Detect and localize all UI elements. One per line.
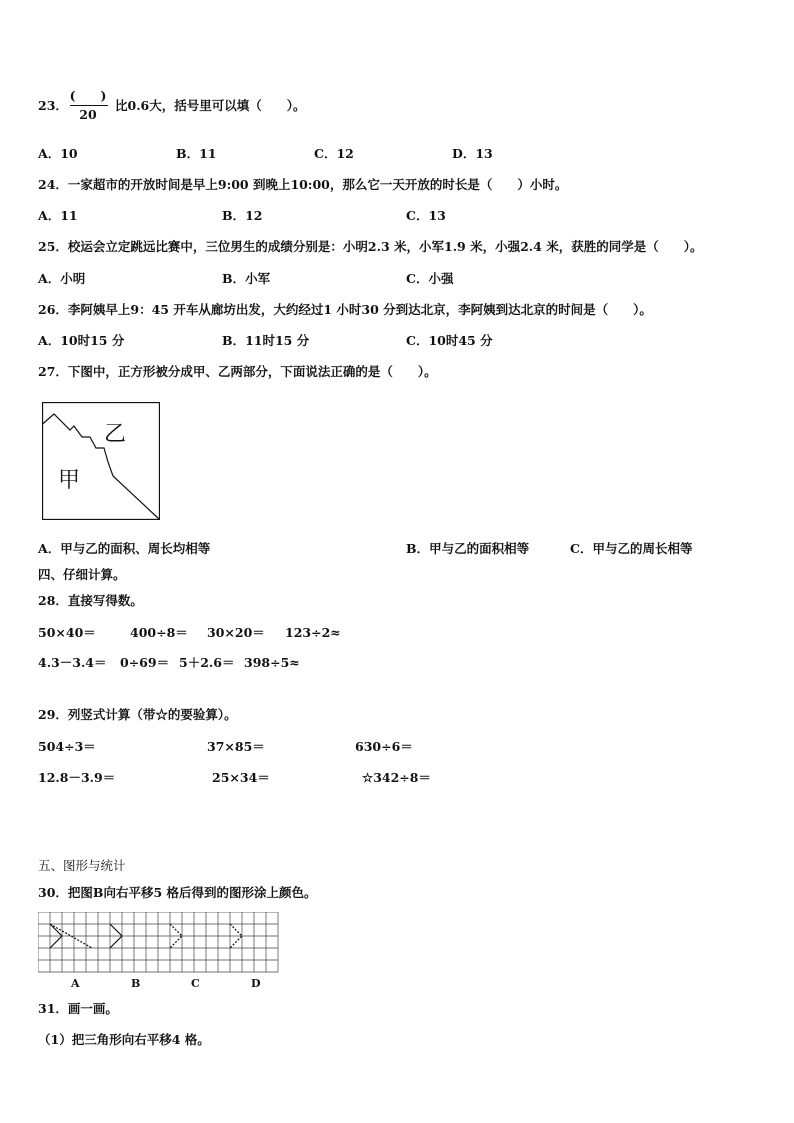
q28-item: 398÷5≈ — [244, 655, 300, 670]
q26-option-a[interactable]: A．10时15 分 — [38, 333, 125, 348]
q30-question-text: 30．把图B向右平移5 格后得到的图形涂上颜色。 — [38, 885, 317, 900]
q28-item: 4.3－3.4＝ — [38, 655, 107, 670]
q27-question-text: 27．下图中，正方形被分成甲、乙两部分，下面说法正确的是（ ）。 — [38, 364, 437, 379]
q28-item: 0÷69＝ — [120, 655, 170, 670]
q25-question-text: 25．校运会立定跳远比赛中，三位男生的成绩分别是：小明2.3 米，小军1.9 米，小强2.4 米，获胜的同学是（ ）。 — [38, 239, 703, 254]
q27-label-yi: 乙 — [104, 422, 127, 447]
q29-item: 504÷3＝ — [38, 739, 96, 754]
q27-option-c[interactable]: C．甲与乙的周长相等 — [570, 541, 693, 556]
q25-option-b[interactable]: B．小军 — [222, 271, 271, 286]
q28-item: 30×20＝ — [207, 625, 265, 640]
q29-item: 12.8－3.9＝ — [38, 770, 116, 785]
q24-question-text: 24．一家超市的开放时间是早上9:00 到晚上10:00，那么它一天开放的时长是（ ）小时。 — [38, 177, 568, 192]
q28-item: 5＋2.6＝ — [179, 655, 235, 670]
q26-question-text: 26．李阿姨早上9：45 开车从廊坊出发，大约经过1 小时30 分到达北京，李阿姨到达北京的时间是（ ）。 — [38, 302, 652, 317]
q28-item: 50×40＝ — [38, 625, 96, 640]
q23-option-a[interactable]: A．10 — [38, 146, 78, 161]
section-4-title: 四、仔细计算。 — [38, 567, 126, 582]
q27-option-b[interactable]: B．甲与乙的面积相等 — [406, 541, 530, 556]
q31-sub-1: （1）把三角形向右平移4 格。 — [38, 1032, 210, 1047]
q30-label-a: A — [71, 977, 80, 990]
q29-item: 630÷6＝ — [355, 739, 413, 754]
q25-option-a[interactable]: A．小明 — [38, 271, 86, 286]
q23-question-text: 比0.6大，括号里可以填（ ）。 — [115, 98, 306, 113]
q28-question-text: 28．直接写得数。 — [38, 593, 143, 608]
q30-label-c: C — [191, 977, 200, 990]
q30-label-d: D — [251, 977, 261, 990]
q29-item: 25×34＝ — [212, 770, 270, 785]
q23-option-d[interactable]: D．13 — [452, 146, 493, 161]
q24-option-a[interactable]: A．11 — [38, 208, 78, 223]
q27-option-a[interactable]: A．甲与乙的面积、周长均相等 — [38, 541, 211, 556]
q28-item: 400÷8＝ — [130, 625, 188, 640]
q23-fraction-bar — [70, 105, 108, 106]
q30-label-b: B — [131, 977, 141, 990]
q27-square-figure — [42, 402, 160, 520]
q23-option-c[interactable]: C．12 — [314, 146, 354, 161]
q30-grid-figure — [38, 912, 282, 974]
q23-option-b[interactable]: B．11 — [176, 146, 217, 161]
q28-item: 123÷2≈ — [285, 625, 341, 640]
q23-fraction — [66, 88, 110, 128]
q25-option-c[interactable]: C．小强 — [406, 271, 454, 286]
q29-item: ☆342÷8＝ — [362, 770, 431, 785]
q29-question-text: 29．列竖式计算（带☆的要验算）。 — [38, 707, 237, 722]
q26-option-b[interactable]: B．11时15 分 — [222, 333, 310, 348]
q26-option-c[interactable]: C．10时45 分 — [406, 333, 493, 348]
section-5-title: 五、图形与统计 — [38, 858, 126, 873]
q24-option-c[interactable]: C．13 — [406, 208, 446, 223]
q31-question-text: 31．画一画。 — [38, 1001, 118, 1016]
q23-number: 23． — [38, 98, 68, 113]
q23-fraction-numerator: ( ) — [69, 88, 107, 103]
q29-item: 37×85＝ — [207, 739, 265, 754]
q27-label-jia: 甲 — [58, 468, 81, 493]
q24-option-b[interactable]: B．12 — [222, 208, 263, 223]
q23-fraction-denominator: 20 — [79, 107, 97, 122]
